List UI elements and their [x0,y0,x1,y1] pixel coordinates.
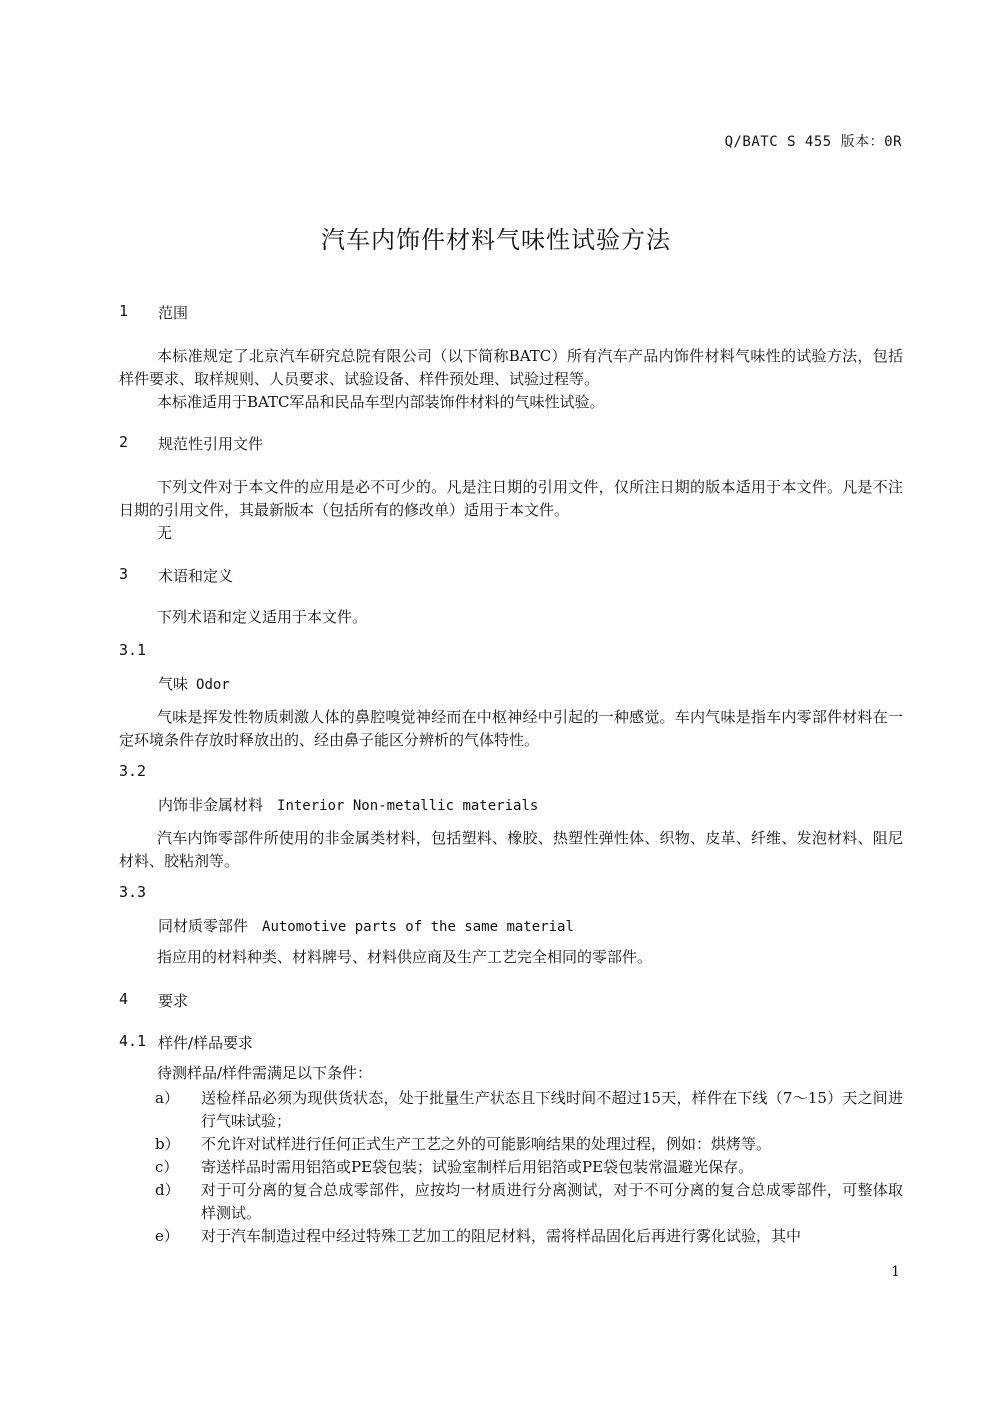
paragraph: 待测样品/样件需满足以下条件： [157,1064,373,1082]
term-definition: 气味是挥发性物质刺激人体的鼻腔嗅觉神经而在中枢神经中引起的一种感觉。车内气味是指车内零部件材料在一定环境条件存放时释放出的、经由鼻子能区分辨析的气体特性。 [119,708,903,749]
term-en: Automotive parts of the same material [262,919,574,935]
term-en: Interior Non-metallic materials [277,798,539,814]
list-item [119,1156,903,1179]
term-en: Odor [196,677,230,693]
section-number: 2 [119,433,129,451]
paragraph: 下列文件对于本文件的应用是必不可少的。凡是注日期的引用文件，仅所注日期的版本适用于本文件。凡是不注日期的引用文件，其最新版本（包括所有的修改单）适用于本文件。 [119,478,903,519]
subsection-number: 4.1 [119,1032,147,1050]
subsection-number: 3.2 [119,762,147,780]
paragraph: 本标准规定了北京汽车研究总院有限公司（以下简称BATC）所有汽车产品内饰件材料气味性的试验方法，包括样件要求、取样规则、人员要求、试验设备、样件预处理、试验过程等。 [119,347,903,388]
section-number: 4 [119,990,129,1008]
list-item [119,1179,903,1225]
list-text: 送检样品必须为现供货状态，处于批量生产状态且下线时间不超过15天，样件在下线（7～15）天之间进行气味试验； [201,1089,903,1130]
list-text: 寄送样品时需用铝箔或PE袋包装；试验室制样后用铝箔或PE袋包装常温避光保存。 [201,1158,754,1176]
list-marker: c） [155,1158,179,1176]
term-heading [158,794,538,815]
list-marker: b） [155,1135,180,1153]
subsection-number: 3.1 [119,641,147,659]
subsection-number: 3.3 [119,883,147,901]
paragraph: 本标准适用于BATC军品和民品车型内部装饰件材料的气味性试验。 [157,393,605,411]
section-number: 3 [119,565,129,583]
term-heading [158,915,574,936]
list-text: 不允许对试样进行任何正式生产工艺之外的可能影响结果的处理过程，例如：烘烤等。 [201,1135,772,1153]
paragraph: 无 [157,524,173,542]
section-heading: 范围 [158,304,189,322]
list-item [119,1087,903,1133]
term-definition: 汽车内饰零部件所使用的非金属类材料，包括塑料、橡胶、热塑性弹性体、织物、皮革、纤维、发泡材料、阻尼材料、胶粘剂等。 [119,829,903,870]
paragraph: 下列术语和定义适用于本文件。 [157,608,368,626]
document-title: 汽车内饰件材料气味性试验方法 [321,226,671,254]
term-heading [158,673,230,694]
section-number: 1 [119,302,129,320]
term-zh: 内饰非金属材料 [158,796,264,814]
list-item [119,1225,903,1248]
section-heading: 规范性引用文件 [158,435,264,453]
subsection-heading: 样件/样品要求 [158,1034,254,1052]
list-marker: e） [155,1227,179,1245]
term-zh: 同材质零部件 [158,917,249,935]
section-heading: 术语和定义 [158,567,234,585]
page-number: 1 [891,1264,900,1280]
document-code: Q/BATC S 455 版本：0R [724,134,902,150]
list-marker: a） [155,1089,179,1107]
list-item [119,1133,903,1156]
section-heading: 要求 [158,992,189,1010]
list-text: 对于可分离的复合总成零部件，应按均一材质进行分离测试，对于不可分离的复合总成零部件，可整体取样测试。 [201,1181,903,1222]
list-marker: d） [155,1181,180,1199]
term-definition: 指应用的材料种类、材料牌号、材料供应商及生产工艺完全相同的零部件。 [157,948,653,966]
term-zh: 气味 [158,675,189,693]
list-text: 对于汽车制造过程中经过特殊工艺加工的阻尼材料，需将样品固化后再进行雾化试验，其中 [201,1227,802,1245]
